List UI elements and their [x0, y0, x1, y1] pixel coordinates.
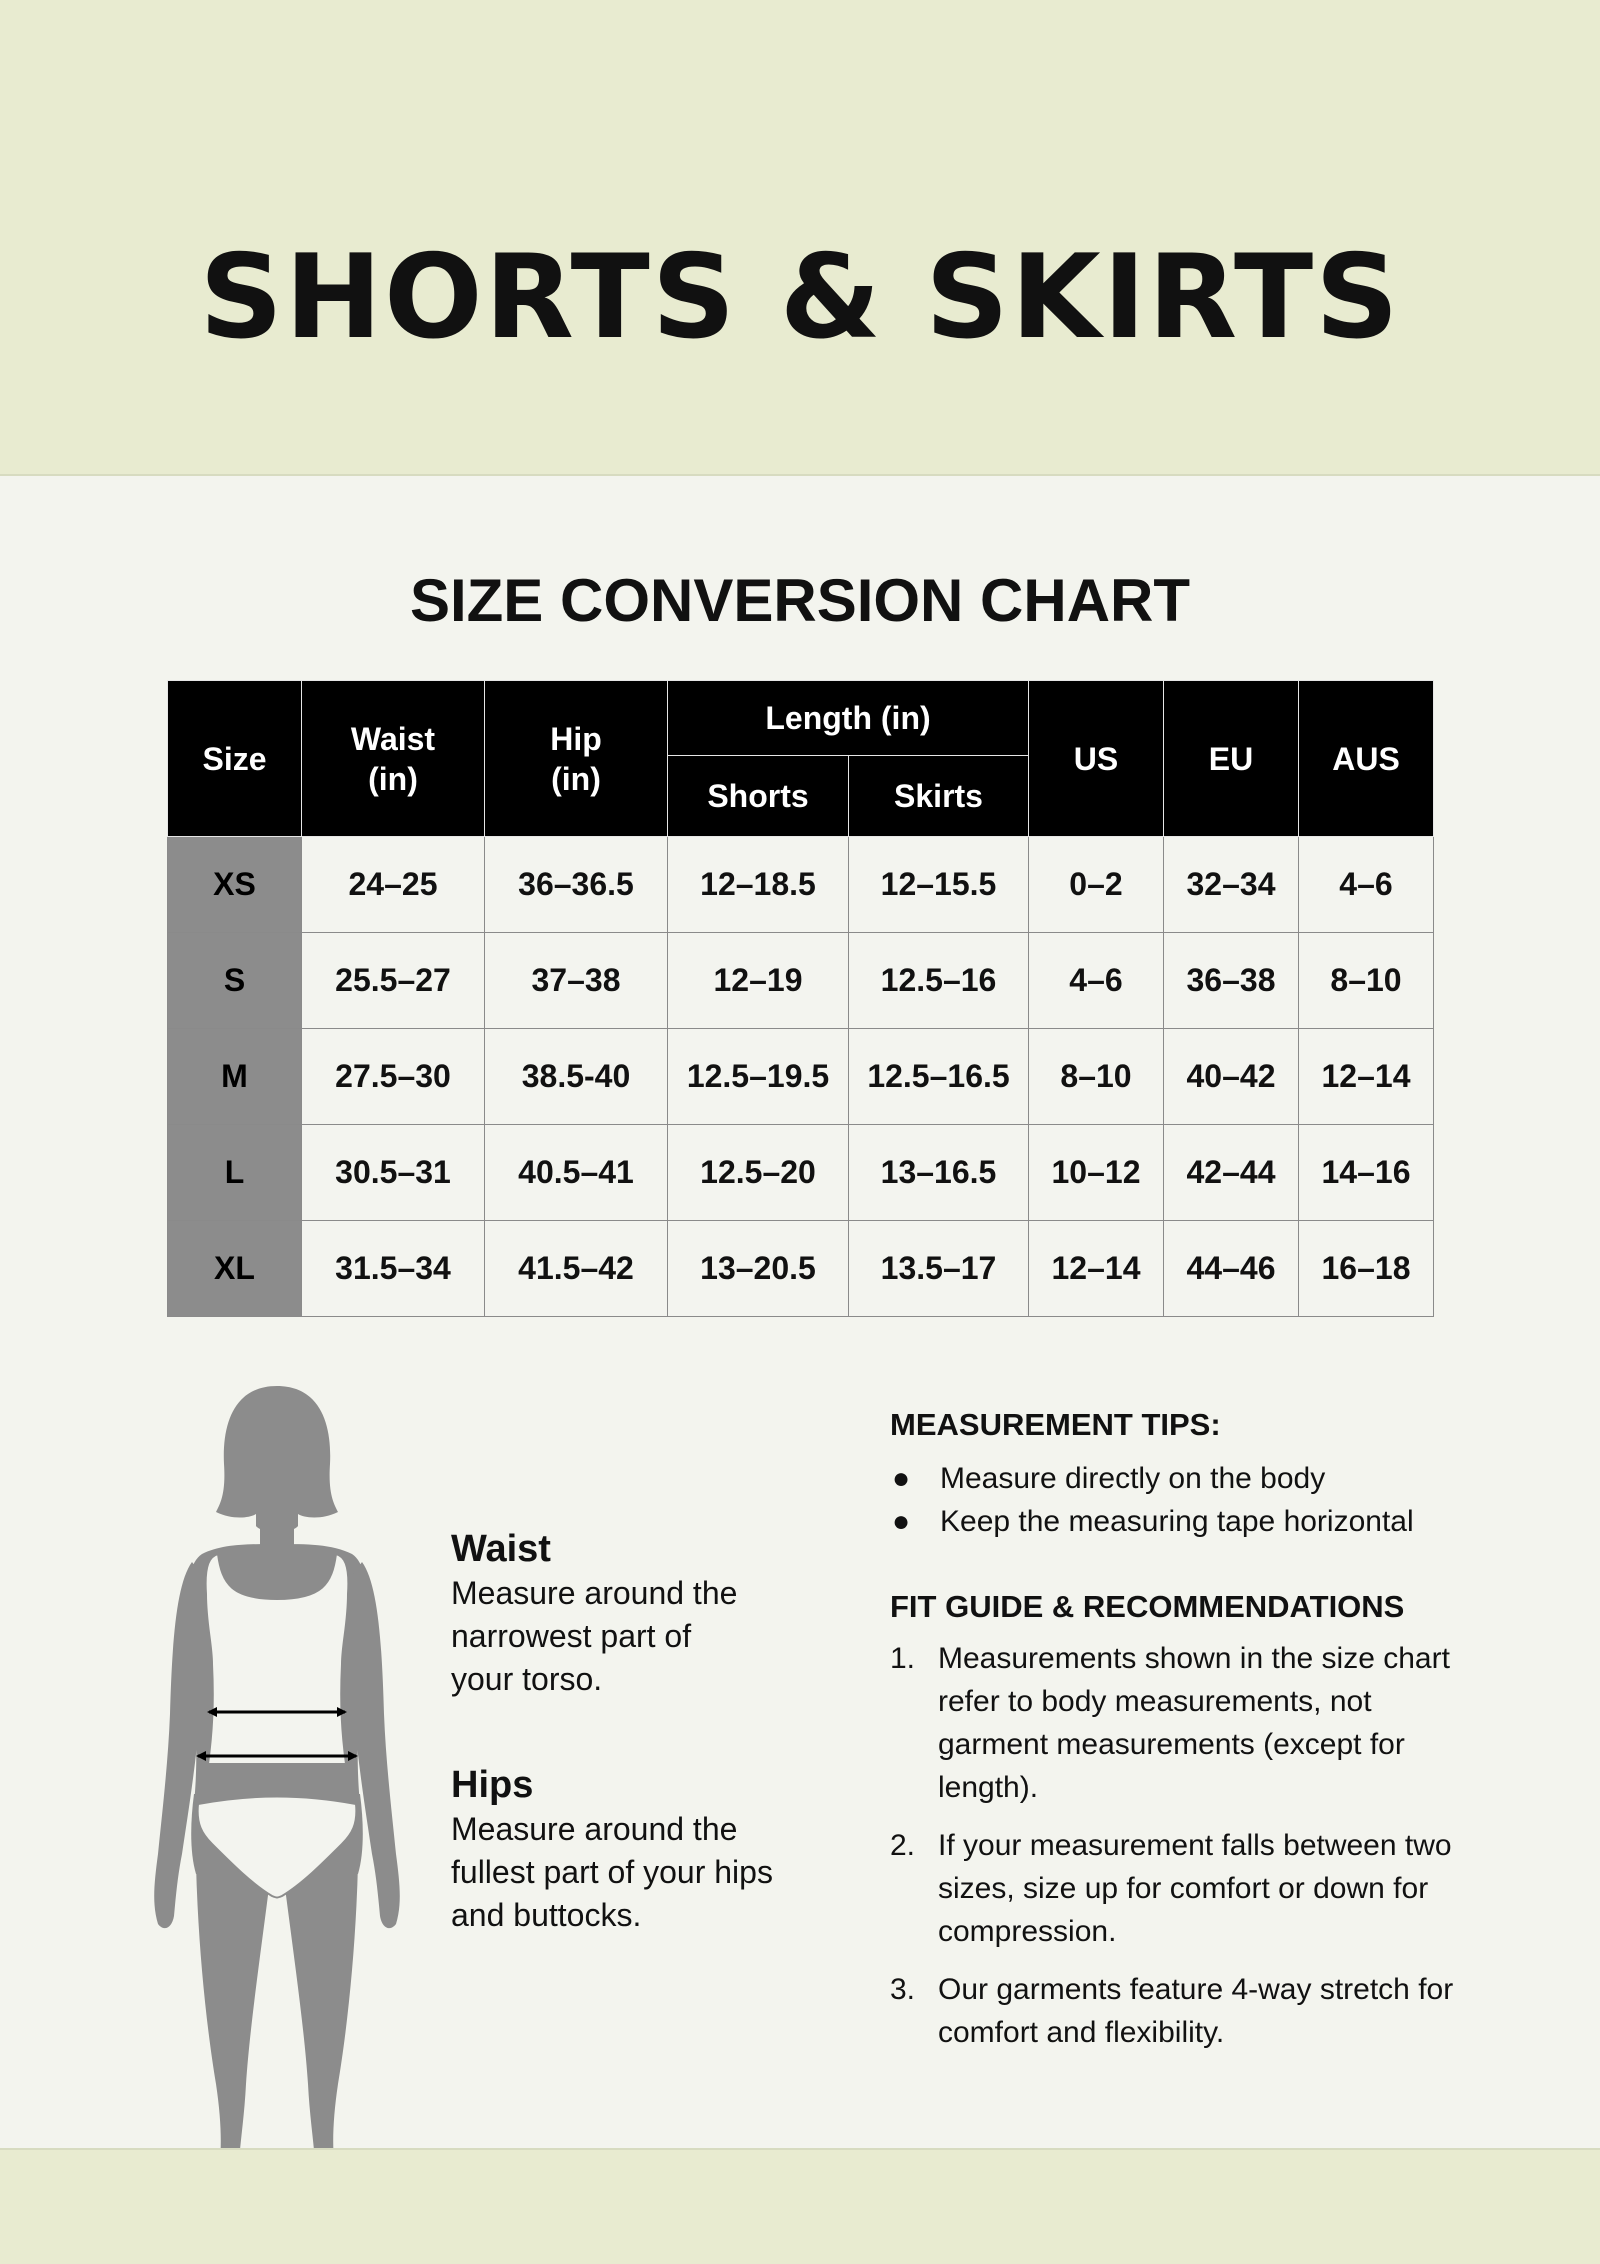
hip-cell: 38.5-40 — [485, 1029, 668, 1125]
hips-line: fullest part of your hips — [451, 1854, 773, 1890]
eu-cell: 36–38 — [1164, 933, 1299, 1029]
hips-heading: Hips — [451, 1764, 534, 1806]
skirts-length-cell: 13–16.5 — [849, 1125, 1029, 1221]
table-row — [168, 933, 1434, 1029]
skirts-length-cell: 12.5–16.5 — [849, 1029, 1029, 1125]
us-cell: 0–2 — [1029, 837, 1164, 933]
us-cell: 8–10 — [1029, 1029, 1164, 1125]
header-aus: AUS — [1299, 681, 1434, 837]
waist-cell: 25.5–27 — [302, 933, 485, 1029]
waist-line: Measure around the — [451, 1575, 738, 1611]
fit-line: sizes, size up for comfort or down for — [938, 1872, 1429, 1905]
size-cell: L — [168, 1125, 302, 1221]
tips-list — [890, 1457, 1490, 1543]
table-row — [168, 1221, 1434, 1317]
tip-text: Measure directly on the body — [940, 1462, 1326, 1495]
aus-cell: 14–16 — [1299, 1125, 1434, 1221]
us-cell: 12–14 — [1029, 1221, 1164, 1317]
eu-cell: 44–46 — [1164, 1221, 1299, 1317]
waist-description — [451, 1572, 791, 1701]
us-cell: 10–12 — [1029, 1125, 1164, 1221]
fit-line: If your measurement falls between two — [938, 1829, 1452, 1862]
tip-text: Keep the measuring tape horizontal — [940, 1505, 1414, 1538]
header-waist-label: Waist — [350, 720, 436, 757]
hip-cell: 40.5–41 — [485, 1125, 668, 1221]
fit-guide-heading: FIT GUIDE & RECOMMENDATIONS — [890, 1589, 1405, 1624]
item-number: 1. — [890, 1642, 916, 1675]
measurement-tips — [890, 1405, 1490, 1543]
tips-heading: MEASUREMENT TIPS: — [890, 1407, 1221, 1442]
waist-cell: 30.5–31 — [302, 1125, 485, 1221]
footer-band — [0, 2148, 1600, 2264]
aus-cell: 4–6 — [1299, 837, 1434, 933]
waist-heading: Waist — [451, 1528, 551, 1570]
item-number: 2. — [890, 1829, 916, 1862]
skirts-length-cell: 12–15.5 — [849, 837, 1029, 933]
fit-line: length). — [938, 1771, 1039, 1804]
hip-cell: 36–36.5 — [485, 837, 668, 933]
list-item — [890, 1500, 1490, 1543]
fit-line: Our garments feature 4-way stretch for — [938, 1973, 1454, 2006]
list-item — [890, 1637, 1490, 1809]
size-cell: XS — [168, 837, 302, 933]
skirts-length-cell: 13.5–17 — [849, 1221, 1029, 1317]
fit-line: comfort and flexibility. — [938, 2016, 1225, 2049]
fit-line: refer to body measurements, not — [938, 1685, 1372, 1718]
header-hip-unit: (in) — [551, 760, 601, 797]
table-row — [168, 1029, 1434, 1125]
waist-line: your torso. — [451, 1661, 603, 1697]
table-row — [168, 1125, 1434, 1221]
fit-line: compression. — [938, 1915, 1117, 1948]
shorts-length-cell: 12–18.5 — [668, 837, 849, 933]
size-conversion-table — [167, 680, 1434, 1317]
waist-instructions — [451, 1526, 791, 1701]
garment-outline — [198, 1554, 357, 1898]
waist-line: narrowest part of — [451, 1618, 692, 1654]
shorts-length-cell: 12.5–20 — [668, 1125, 849, 1221]
header-hip-label: Hip — [550, 720, 602, 757]
waist-cell: 31.5–34 — [302, 1221, 485, 1317]
header-waist — [302, 681, 485, 837]
header-shorts: Shorts — [668, 756, 849, 837]
skirts-length-cell: 12.5–16 — [849, 933, 1029, 1029]
fit-line: garment measurements (except for — [938, 1728, 1405, 1761]
eu-cell: 40–42 — [1164, 1029, 1299, 1125]
shorts-length-cell: 13–20.5 — [668, 1221, 849, 1317]
aus-cell: 12–14 — [1299, 1029, 1434, 1125]
header-length: Length (in) — [668, 681, 1029, 756]
header-eu: EU — [1164, 681, 1299, 837]
list-item — [890, 1824, 1490, 1953]
aus-cell: 8–10 — [1299, 933, 1434, 1029]
hip-cell: 37–38 — [485, 933, 668, 1029]
list-item — [890, 1457, 1490, 1500]
body-silhouette-illustration — [152, 1384, 402, 2214]
fit-guide-list — [890, 1637, 1490, 2054]
list-item — [890, 1968, 1490, 2054]
chart-title: SIZE CONVERSION CHART — [409, 567, 1191, 634]
header-size: Size — [168, 681, 302, 837]
shorts-length-cell: 12.5–19.5 — [668, 1029, 849, 1125]
header-waist-unit: (in) — [368, 760, 418, 797]
bullet-icon: ● — [892, 1462, 911, 1495]
eu-cell: 32–34 — [1164, 837, 1299, 933]
header-hip — [485, 681, 668, 837]
page-title: SHORTS & SKIRTS — [199, 230, 1401, 365]
hips-line: and buttocks. — [451, 1897, 642, 1933]
size-cell: M — [168, 1029, 302, 1125]
aus-cell: 16–18 — [1299, 1221, 1434, 1317]
hips-instructions — [451, 1762, 791, 1937]
size-cell: XL — [168, 1221, 302, 1317]
bullet-icon: ● — [892, 1505, 911, 1538]
size-cell: S — [168, 933, 302, 1029]
table-row — [168, 837, 1434, 933]
hips-description — [451, 1808, 791, 1937]
eu-cell: 42–44 — [1164, 1125, 1299, 1221]
item-number: 3. — [890, 1973, 916, 2006]
hips-line: Measure around the — [451, 1811, 738, 1847]
header-skirts: Skirts — [849, 756, 1029, 837]
fit-guide — [890, 1587, 1490, 2069]
hip-cell: 41.5–42 — [485, 1221, 668, 1317]
header-us: US — [1029, 681, 1164, 837]
waist-cell: 24–25 — [302, 837, 485, 933]
us-cell: 4–6 — [1029, 933, 1164, 1029]
fit-line: Measurements shown in the size chart — [938, 1642, 1450, 1675]
waist-cell: 27.5–30 — [302, 1029, 485, 1125]
shorts-length-cell: 12–19 — [668, 933, 849, 1029]
